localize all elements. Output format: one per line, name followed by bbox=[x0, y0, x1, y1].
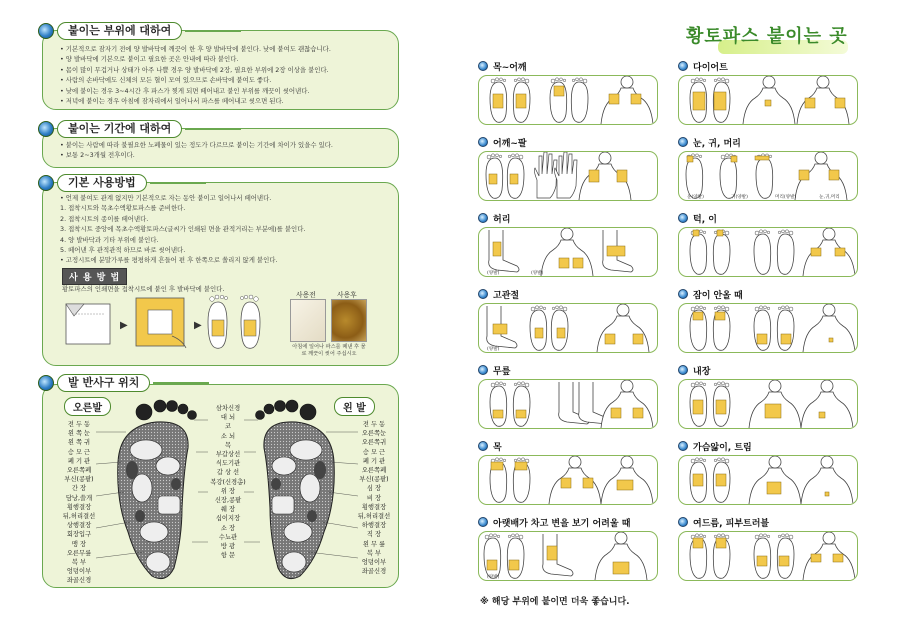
compare-caption: 아침에 일어나 파스를 떼낸 후 물로 깨끗이 씻어 주십시오 bbox=[292, 344, 366, 357]
attach-location-figure bbox=[678, 151, 858, 201]
bullet-icon bbox=[38, 121, 54, 137]
section-foot-reflex-header bbox=[38, 374, 150, 392]
target-icon bbox=[478, 517, 488, 527]
list-item: • 저녁에 붙이는 경우 아침에 잠자리에서 일어나서 파스를 떼어내고 씻으면 된다. bbox=[60, 97, 284, 106]
attach-location-label: 잠이 안올 때 bbox=[693, 290, 743, 301]
figure-sub-label: (양발) bbox=[487, 271, 500, 276]
after-label: 사용후 bbox=[337, 291, 357, 299]
organ-label: 소 뇌 bbox=[220, 432, 236, 440]
list-item: • 언제 붙여도 관계 없지만 기본적으로 자는 동안 붙이고 일어나서 떼어낸다. bbox=[60, 194, 272, 202]
organ-label: 뒤,허리결선 bbox=[62, 513, 96, 521]
target-icon bbox=[678, 289, 688, 299]
svg-text:▶: ▶ bbox=[120, 320, 128, 331]
organ-label: 좌골신경 bbox=[66, 577, 92, 585]
target-icon bbox=[478, 289, 488, 299]
right-foot-label: 오른발 bbox=[64, 397, 111, 416]
attach-location-label: 허리 bbox=[493, 214, 511, 225]
sheet-peel-icon bbox=[66, 304, 110, 344]
bullet-icon bbox=[38, 175, 54, 191]
organ-label: 직 장 bbox=[366, 531, 382, 539]
svg-text:▶: ▶ bbox=[194, 320, 202, 331]
attach-location-card bbox=[478, 60, 658, 125]
list-item: • 낮에 붙이는 경우 3~4시간 후 파스가 찢게 되면 떼어내고 붙인 부위를 깨끗이 씻어낸다. bbox=[60, 86, 310, 95]
target-icon bbox=[478, 365, 488, 375]
attach-location-figure bbox=[478, 531, 658, 581]
organ-label: 회장입구 bbox=[66, 531, 92, 539]
organ-label: 오른쪽귀 bbox=[361, 439, 387, 447]
attach-location-figure bbox=[678, 531, 858, 581]
center-organ-list bbox=[206, 404, 250, 560]
organ-label: 코 bbox=[224, 423, 232, 431]
organ-label: 폐 기 관 bbox=[67, 457, 91, 465]
organ-label: 신장,콩팥 bbox=[214, 497, 242, 505]
figure-sub-label: (양발) bbox=[487, 347, 500, 352]
list-item: • 기본적으로 잠자기 전에 양 발바닥에 깨끗이 한 후 양 발바닥에 붙인다. 낮에 붙여도 괜찮습니다. bbox=[60, 45, 331, 53]
usage-method-tag: 사 용 방 법 bbox=[62, 268, 127, 285]
figure-sub-label: 눈(양발) bbox=[687, 195, 704, 200]
figure-sub-label: 귀(양발) bbox=[731, 195, 748, 200]
list-item: • 붙이는 사람에 따라 불필요한 노폐물이 있는 정도가 다르므로 붙이는 기간에 차이가 있을수 있다. bbox=[60, 141, 333, 149]
right-foot-map bbox=[118, 400, 197, 579]
attach-location-label: 어깨~팔 bbox=[493, 138, 527, 149]
attach-location-card bbox=[678, 212, 858, 277]
attach-location-figure bbox=[678, 75, 858, 125]
section-title: 기본 사용방법 bbox=[57, 174, 147, 192]
organ-label: 담낭,쓸개 bbox=[65, 494, 93, 502]
attach-location-card bbox=[678, 288, 858, 353]
organ-label: 맹 장 bbox=[71, 540, 87, 548]
organ-label: 대 뇌 bbox=[220, 414, 236, 422]
organ-label: 췌 장 bbox=[220, 506, 236, 514]
section-title: 붙이는 기간에 대하여 bbox=[57, 120, 182, 138]
organ-label: 오른무릎 bbox=[66, 549, 92, 557]
attach-location-card bbox=[478, 516, 658, 581]
figure-sub-label: 머리(양발) bbox=[775, 195, 797, 200]
attach-location-figure bbox=[678, 379, 858, 429]
target-icon bbox=[678, 137, 688, 147]
attach-location-figure bbox=[478, 379, 658, 429]
attach-location-label: 고관절 bbox=[493, 290, 520, 301]
organ-label: 전 두 동 bbox=[362, 421, 386, 428]
target-icon bbox=[678, 365, 688, 375]
left-foot-organ-list bbox=[356, 420, 392, 576]
organ-label: 복강(신경총) bbox=[210, 478, 246, 486]
attach-location-figure bbox=[478, 455, 658, 505]
organ-label: 목 bbox=[224, 441, 232, 449]
attach-location-header bbox=[678, 364, 858, 376]
attach-location-header bbox=[678, 60, 858, 72]
organ-label: 부갑상선 bbox=[215, 451, 241, 459]
list-item: • 양 발바닥에 기본으로 붙이고 필요한 곳은 안내에 따라 붙인다. bbox=[60, 55, 239, 64]
attach-location-header bbox=[478, 136, 658, 148]
section-attach-area-header bbox=[38, 22, 182, 40]
bullet-icon bbox=[38, 375, 54, 391]
list-item: • 몸이 많이 무겁거나 상태가 아주 나쁠 경우 양 발바닥에 2장, 필요한 부위에 2장 이상을 붙인다. bbox=[60, 65, 329, 74]
target-icon bbox=[678, 213, 688, 223]
section-attach-period-header bbox=[38, 120, 182, 138]
organ-label: 엉덩이부 bbox=[66, 568, 92, 576]
footnote: ※ 해당 부위에 붙이면 더욱 좋습니다. bbox=[480, 597, 630, 607]
attach-location-card bbox=[478, 212, 658, 277]
attach-location-label: 눈, 귀, 머리 bbox=[693, 138, 741, 149]
attach-location-header bbox=[478, 212, 658, 224]
organ-label: 복 부 bbox=[71, 559, 87, 567]
attach-location-label: 다이어트 bbox=[693, 62, 728, 73]
section-basic-usage-header bbox=[38, 174, 147, 192]
list-item: 2. 접착시트의 종이를 떼어낸다. bbox=[60, 214, 149, 223]
attach-location-card bbox=[478, 136, 658, 201]
attach-location-figure bbox=[478, 75, 658, 125]
attach-location-figure bbox=[478, 303, 658, 353]
organ-label: 하행결장 bbox=[361, 522, 387, 530]
usage-steps-illustration bbox=[60, 292, 280, 354]
attach-location-header bbox=[678, 516, 858, 528]
target-icon bbox=[678, 517, 688, 527]
attach-location-header bbox=[478, 440, 658, 452]
attach-area-list bbox=[60, 44, 395, 106]
organ-label: 좌골신경 bbox=[361, 568, 387, 576]
figure-sub-label: 눈,귀,머리 bbox=[819, 195, 840, 200]
figure-sub-label: (양발) bbox=[487, 575, 500, 580]
attach-location-label: 아랫배가 차고 변을 보기 어려울 때 bbox=[493, 518, 631, 529]
list-item: 4. 양 발바닥과 기타 부위에 붙인다. bbox=[60, 235, 159, 244]
attach-location-label: 목~어깨 bbox=[493, 62, 527, 73]
organ-label: 수뇨관 bbox=[218, 533, 238, 541]
list-item: 5. 떼어낸 후 관적관적 하므로 바로 씻어낸다. bbox=[60, 246, 186, 255]
attach-location-header bbox=[678, 136, 858, 148]
attach-location-card bbox=[478, 364, 658, 429]
organ-label: 소 장 bbox=[220, 524, 236, 532]
organ-label: 식도기관 bbox=[215, 460, 241, 468]
target-icon bbox=[678, 61, 688, 71]
attach-location-card bbox=[478, 288, 658, 353]
attach-location-figure bbox=[678, 227, 858, 277]
before-label: 사용전 bbox=[296, 291, 316, 299]
section-title: 발 반사구 위치 bbox=[57, 374, 150, 392]
attach-location-card bbox=[678, 516, 858, 581]
organ-label: 승 모 근 bbox=[362, 448, 386, 456]
organ-label: 복 부 bbox=[366, 549, 382, 557]
target-icon bbox=[478, 61, 488, 71]
organ-label: 왼 쪽 눈 bbox=[67, 430, 91, 438]
organ-label: 방 광 bbox=[220, 543, 236, 551]
target-icon bbox=[478, 441, 488, 451]
attach-location-header bbox=[678, 212, 858, 224]
organ-label: 부신(콩팥) bbox=[359, 476, 389, 484]
organ-label: 십이지장 bbox=[215, 515, 241, 523]
list-item: 1. 접착시트와 목초수액황토파스를 준비한다. bbox=[60, 204, 186, 213]
target-icon bbox=[478, 137, 488, 147]
attach-location-label: 여드름, 피부트러블 bbox=[693, 518, 770, 529]
organ-label: 항 문 bbox=[220, 552, 236, 560]
attach-location-header bbox=[678, 288, 858, 300]
organ-label: 위 장 bbox=[220, 487, 236, 495]
organ-label: 상행결장 bbox=[66, 522, 92, 530]
left-foot-map bbox=[256, 400, 335, 579]
attach-location-card bbox=[678, 60, 858, 125]
organ-label: 왼 무 릎 bbox=[362, 540, 386, 548]
organ-label: 폐 기 관 bbox=[362, 457, 386, 465]
attach-location-figure bbox=[678, 455, 858, 505]
list-item: • 보통 2~3개월 전후이다. bbox=[60, 151, 135, 160]
attach-location-card bbox=[478, 440, 658, 505]
organ-label: 비 장 bbox=[366, 494, 382, 502]
right-foot-organ-list bbox=[62, 420, 96, 586]
patch-after-image bbox=[331, 299, 367, 342]
attach-location-label: 무릎 bbox=[493, 366, 511, 377]
organ-label: 삼차신경 bbox=[215, 405, 241, 412]
organ-label: 간 장 bbox=[71, 485, 87, 493]
attach-location-figure bbox=[478, 151, 658, 201]
organ-label: 승 모 근 bbox=[67, 448, 91, 456]
organ-label: 오른쪽눈 bbox=[361, 430, 387, 438]
organ-label: 전 두 동 bbox=[67, 421, 91, 428]
organ-label: 심 장 bbox=[366, 485, 382, 493]
attach-location-label: 목 bbox=[493, 442, 502, 453]
attach-location-header bbox=[478, 288, 658, 300]
attach-location-header bbox=[478, 516, 658, 528]
organ-label: 횡행결장 bbox=[66, 503, 92, 511]
left-foot-label: 왼 발 bbox=[334, 397, 375, 416]
attach-location-header bbox=[478, 60, 658, 72]
organ-label: 오른쪽폐 bbox=[66, 467, 92, 475]
organ-label: 엉덩이부 bbox=[361, 559, 387, 567]
organ-label: 오른쪽폐 bbox=[361, 467, 387, 475]
attach-location-label: 턱, 이 bbox=[693, 214, 717, 225]
page-title: 황토파스 붙이는 곳 bbox=[686, 26, 848, 47]
target-icon bbox=[478, 213, 488, 223]
attach-location-card bbox=[678, 364, 858, 429]
organ-label: 왼 쪽 귀 bbox=[67, 439, 91, 447]
attach-period-list bbox=[60, 140, 395, 161]
attach-location-label: 내장 bbox=[693, 366, 711, 377]
section-title: 붙이는 부위에 대하여 bbox=[57, 22, 182, 40]
attach-location-card bbox=[678, 440, 858, 505]
attach-location-header bbox=[478, 364, 658, 376]
bullet-icon bbox=[38, 23, 54, 39]
organ-label: 부신(콩팥) bbox=[64, 476, 94, 484]
usage-caption: 황토파스의 인쇄면을 접착시트에 붙인 후 발바닥에 붙인다. bbox=[62, 285, 225, 293]
list-item: • 사람의 손바닥에도 신체의 모든 혈이 모여 있으므로 손바닥에 붙여도 좋다. bbox=[60, 76, 272, 85]
list-item: • 고정시트에 분말가루를 평평하게 흔들어 편 후 한쪽으로 쏠리지 않게 붙인다. bbox=[60, 256, 278, 265]
basic-usage-list bbox=[60, 193, 395, 266]
list-item: 3. 접착시트 중앙에 목초수액황토파스(글씨가 인쇄된 면을 관적거리는 부분에)를 붙인다. bbox=[60, 225, 306, 234]
figure-sub-label: (양발) bbox=[531, 271, 544, 276]
organ-label: 갑 상 선 bbox=[216, 469, 240, 477]
attach-location-header bbox=[678, 440, 858, 452]
organ-label: 뒤,허리결선 bbox=[357, 513, 391, 521]
attach-location-figure bbox=[678, 303, 858, 353]
feet-with-patches-icon bbox=[208, 295, 260, 348]
attach-location-label: 가슴앓이, 트림 bbox=[693, 442, 752, 453]
attach-location-card bbox=[678, 136, 858, 201]
attach-location-figure bbox=[478, 227, 658, 277]
patch-on-sheet-icon bbox=[136, 298, 186, 348]
patch-before-image bbox=[290, 299, 326, 342]
target-icon bbox=[678, 441, 688, 451]
organ-label: 횡행결장 bbox=[361, 503, 387, 511]
